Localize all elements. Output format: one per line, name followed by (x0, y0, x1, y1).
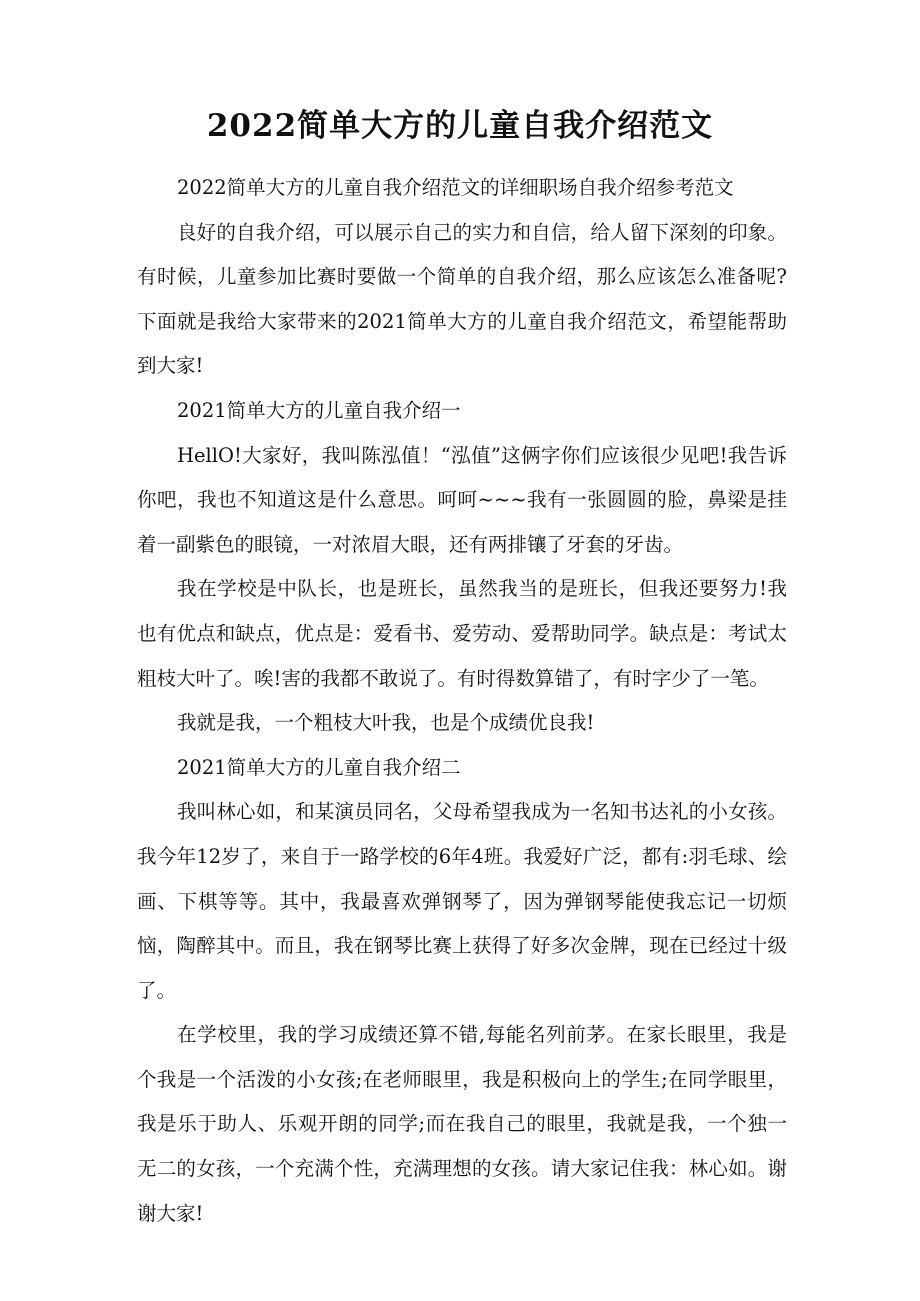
sample-two-paragraph-2: 在学校里，我的学习成绩还算不错,每能名列前茅。在家长眼里，我是个我是一个活泼的小女孩;在老师眼里，我是积极向上的学生;在同学眼里，我是乐于助人、乐观开朗的同学;而在我自己的眼里，我就是我，一个独一无二的女孩，一个充满个性，充满理想的女孩。请大家记住我：林心如。谢谢大家! (137, 1023, 787, 1225)
sample-two-paragraph-1: 我叫林心如，和某演员同名，父母希望我成为一名知书达礼的小女孩。我今年12岁了，来自于一路学校的6年4班。我爱好广泛，都有:羽毛球、绘画、下棋等等。其中，我最喜欢弹钢琴了，因为弹钢琴能使我忘记一切烦恼，陶醉其中。而且，我在钢琴比赛上获得了好多次金牌，现在已经过十级了。 (137, 800, 787, 1002)
sample-one-paragraph-2: 我在学校是中队长，也是班长，虽然我当的是班长，但我还要努力!我也有优点和缺点，优点是：爱看书、爱劳动、爱帮助同学。缺点是：考试太粗枝大叶了。唉!害的我都不敢说了。有时得数算错了，有时字少了一笔。 (137, 577, 787, 690)
sample-one-paragraph-1: HellO!大家好，我叫陈泓值！“泓值”这俩字你们应该很少见吧!我告诉你吧，我也不知道这是什么意思。呵呵~~~我有一张圆圆的脸，鼻梁是挂着一副紫色的眼镜，一对浓眉大眼，还有两排镶了牙套的牙齿。 (137, 443, 787, 556)
subtitle-paragraph: 2022简单大方的儿童自我介绍范文的详细职场自我介绍参考范文 (177, 176, 734, 199)
document-body (137, 166, 787, 1236)
section-heading-one: 2021简单大方的儿童自我介绍一 (177, 398, 461, 422)
section-heading-two: 2021简单大方的儿童自我介绍二 (177, 755, 461, 779)
sample-one-paragraph-3: 我就是我，一个粗枝大叶我，也是个成绩优良我! (177, 711, 595, 735)
intro-paragraph: 良好的自我介绍，可以展示自己的实力和自信，给人留下深刻的印象。有时候，儿童参加比赛时要做一个简单的自我介绍，那么应该怎么准备呢?下面就是我给大家带来的2021简单大方的儿童自我介绍范文，希望能帮助到大家! (137, 220, 787, 378)
document-title: 2022简单大方的儿童自我介绍范文 (206, 108, 714, 144)
